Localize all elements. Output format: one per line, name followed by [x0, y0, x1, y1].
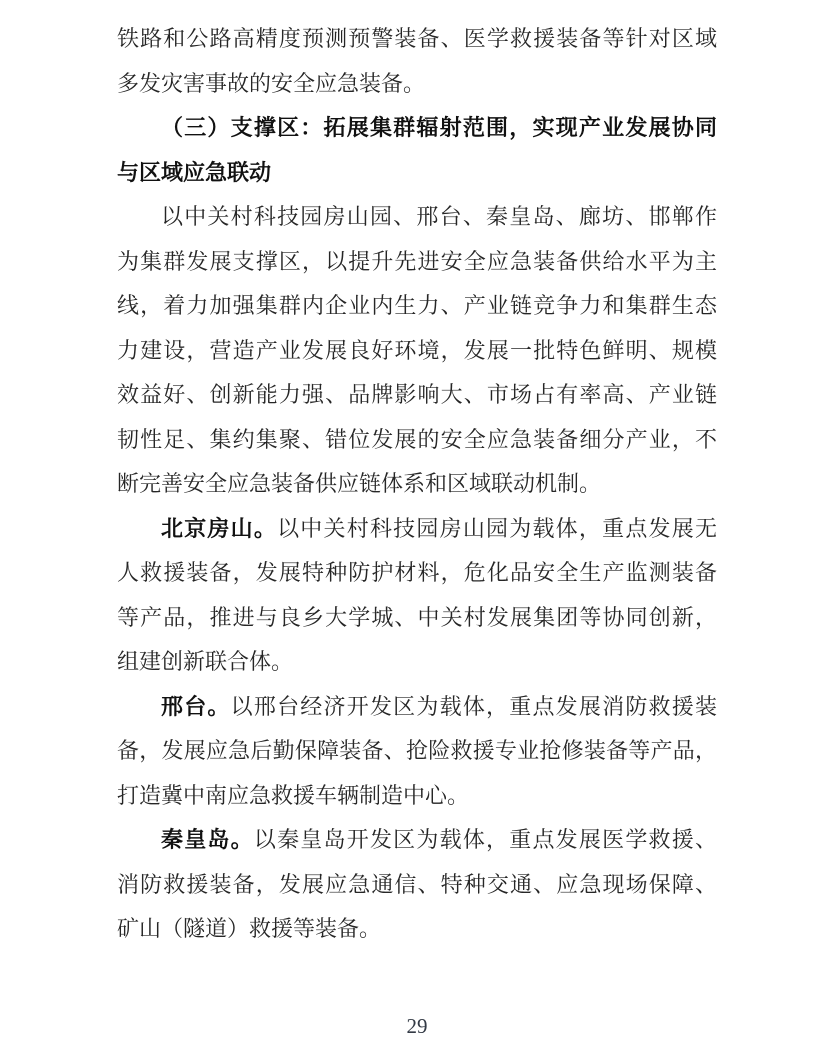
page-number: 29 — [406, 1014, 428, 1038]
text-line: 线，着力加强集群内企业内生力、产业链竞争力和集群生态 — [117, 293, 717, 318]
text-line — [117, 818, 717, 863]
text-line: 效益好、创新能力强、品牌影响大、市场占有率高、产业链 — [117, 382, 717, 407]
paragraph-text: 以中关村科技园房山园为载体，重点发展无 — [277, 515, 717, 541]
text-line: 为集群发展支撑区，以提升先进安全应急装备供给水平为主 — [117, 248, 717, 274]
paragraph-lead: 秦皇岛。 — [161, 827, 254, 852]
paragraph-lead: 北京房山。 — [161, 515, 278, 541]
text-line: 消防救援装备，发展应急通信、特种交通、应急现场保障、 — [117, 871, 717, 897]
text-line: 以中关村科技园房山园、邢台、秦皇岛、廊坊、邯郸作 — [161, 204, 717, 229]
text-line: 人救援装备，发展特种防护材料，危化品安全生产监测装备 — [117, 560, 717, 585]
document-body — [117, 17, 717, 952]
text-line: 等产品，推进与良乡大学城、中关村发展集团等协同创新， — [117, 604, 717, 630]
text-line: 备，发展应急后勤保障装备、抢险救援专业抢修装备等产品， — [117, 738, 717, 763]
text-line: 韧性足、集约集聚、错位发展的安全应急装备细分产业，不 — [117, 426, 717, 452]
text-line: 断完善安全应急装备供应链体系和区域联动机制。 — [117, 471, 602, 496]
text-line: 打造冀中南应急救援车辆制造中心。 — [117, 782, 470, 808]
heading-line: 与区域应急联动 — [117, 159, 272, 185]
text-line: 多发灾害事故的安全应急装备。 — [117, 70, 426, 96]
text-line: 矿山（隧道）救援等装备。 — [117, 916, 382, 941]
text-line — [117, 685, 717, 730]
text-line: 铁路和公路高精度预测预警装备、医学救援装备等针对区域 — [117, 26, 717, 51]
paragraph-lead: 邢台。 — [161, 693, 231, 719]
paragraph-text: 以秦皇岛开发区为载体，重点发展医学救援、 — [253, 827, 717, 852]
paragraph-text: 以邢台经济开发区为载体，重点发展消防救援装 — [230, 693, 717, 719]
heading-line: （三）支撑区：拓展集群辐射范围，实现产业发展协同 — [161, 115, 717, 140]
text-line: 力建设，营造产业发展良好环境，发展一批特色鲜明、规模 — [117, 337, 717, 363]
text-line — [117, 507, 717, 552]
text-line: 组建创新联合体。 — [117, 649, 294, 674]
